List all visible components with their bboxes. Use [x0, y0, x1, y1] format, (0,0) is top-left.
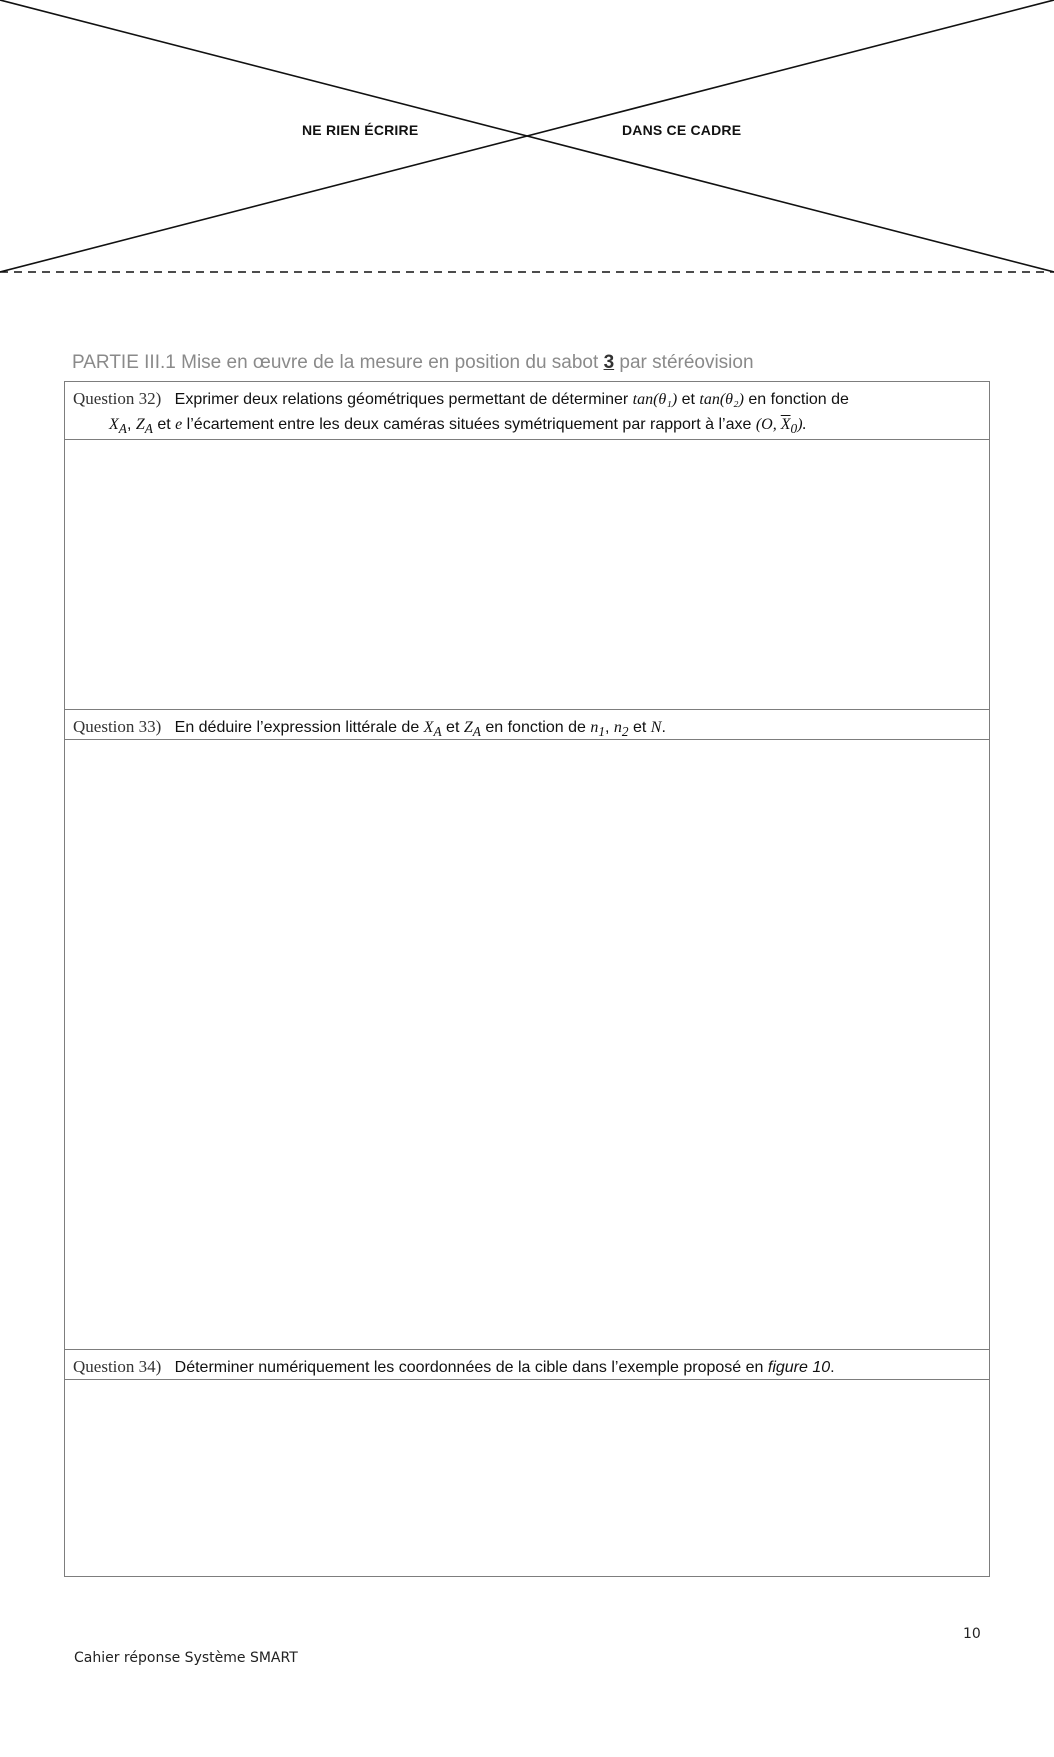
question-32-answer-area[interactable] [65, 440, 989, 710]
question-text-line2: $X_A$, $Z_A$ et e l’écartement entre les deux caméras situées symétriquement par rapport à l’axe (O, $\overline{X}_0$). [109, 416, 807, 437]
no-write-zone-cross [0, 0, 1054, 280]
question-34-answer-area[interactable] [65, 1380, 989, 1576]
answer-table [64, 381, 990, 1577]
no-write-right-text: DANS CE CADRE [622, 122, 742, 138]
question-label: Question 32) [73, 389, 162, 408]
document-name: Cahier réponse Système SMART [74, 1650, 298, 1666]
question-text: Exprimer deux relations géométriques permettant de déterminer tan(θ₁) et tan(θ₂) en fonction de [174, 391, 849, 408]
section-part-number: 3 [603, 352, 615, 373]
question-33-answer-area[interactable] [65, 740, 989, 1350]
question-34-header [65, 1350, 989, 1380]
question-33-header [65, 710, 989, 740]
page-number: 10 [963, 1626, 981, 1642]
question-text: Déterminer numériquement les coordonnées de la cible dans l’exemple proposé en figure 10. [174, 1359, 835, 1376]
question-label: Question 33) [73, 717, 162, 736]
section-title: PARTIE III.1 Mise en œuvre de la mesure en position du sabot 3 par stéréovision [72, 352, 754, 373]
question-text: En déduire l’expression littérale de $X_A$ et $Z_A$ en fonction de $n_1$, $n_2$ et N. [174, 719, 666, 740]
question-label: Question 34) [73, 1357, 162, 1376]
question-32-header [65, 382, 989, 440]
no-write-left-text: NE RIEN ÉCRIRE [302, 122, 419, 138]
